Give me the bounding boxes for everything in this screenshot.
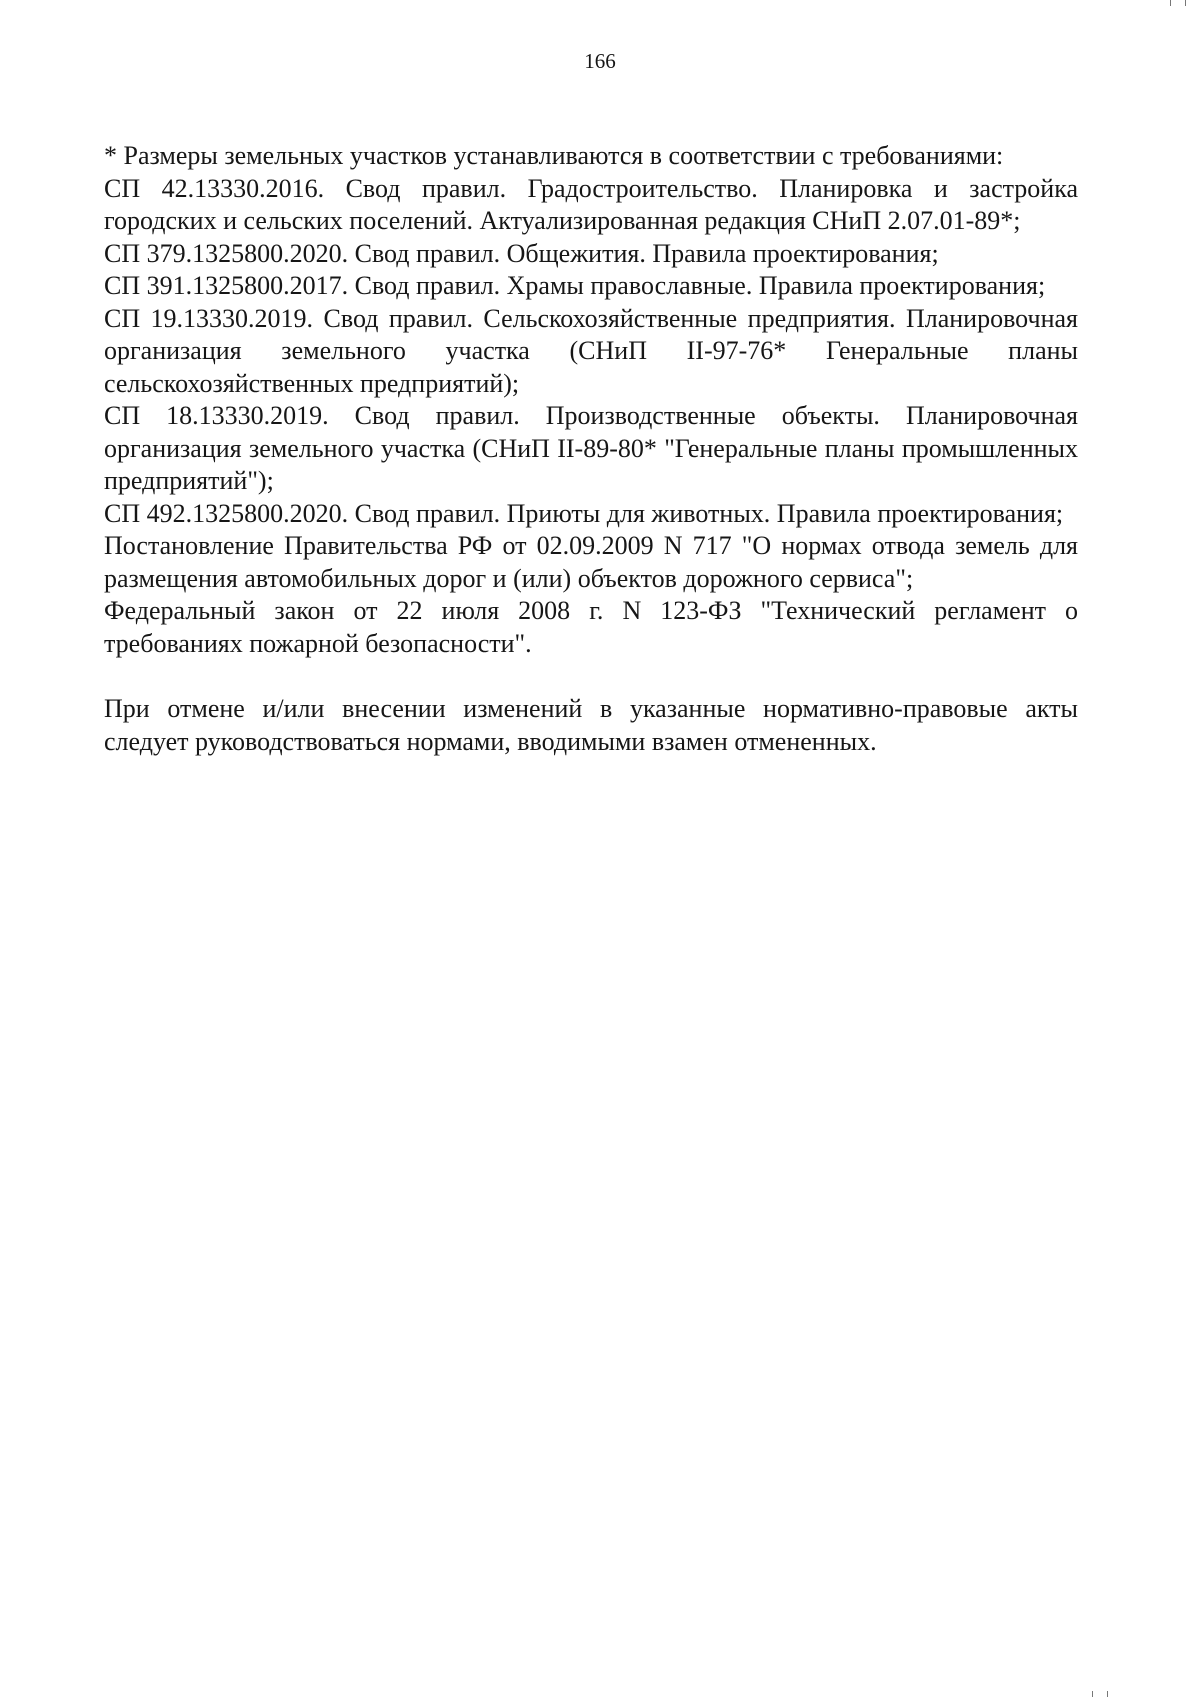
page-number: 166 — [584, 49, 616, 73]
regulation-item-government-resolution: Постановление Правительства РФ от 02.09.2009 N 717 "О нормах отвода земель для размещения автомобильных дорог и (или) объектов дорожного сервиса"; — [104, 531, 1078, 593]
regulation-item-sp-379: СП 379.1325800.2020. Свод правил. Общежития. Правила проектирования; — [104, 238, 939, 268]
closing-paragraph: При отмене и/или внесении изменений в указанные нормативно-правовые акты следует руководствоваться нормами, вводимыми взамен отмененных. — [104, 694, 1078, 756]
scan-edge-mark — [1092, 1691, 1108, 1697]
regulation-item-sp-42: СП 42.13330.2016. Свод правил. Градостроительство. Планировка и застройка городских и сельских поселений. Актуализированная редакция СНиП 2.07.01-89*; — [104, 173, 1078, 235]
regulation-item-sp-492: СП 492.1325800.2020. Свод правил. Приюты для животных. Правила проектирования; — [104, 498, 1064, 528]
document-body — [104, 140, 1078, 758]
scan-edge-mark — [1170, 0, 1186, 6]
regulation-item-sp-19: СП 19.13330.2019. Свод правил. Сельскохозяйственные предприятия. Планировочная организация земельного участка (СНиП II-97-76* Генеральные планы сельскохозяйственных предприятий); — [104, 303, 1078, 398]
regulation-item-sp-18: СП 18.13330.2019. Свод правил. Производственные объекты. Планировочная организация земельного участка (СНиП II-89-80* "Генеральные планы промышленных предприятий"); — [104, 401, 1078, 495]
note-intro: * Размеры земельных участков устанавливаются в соответствии с требованиями: — [104, 141, 1004, 170]
regulation-item-sp-391: СП 391.1325800.2017. Свод правил. Храмы православные. Правила проектирования; — [104, 271, 1046, 300]
regulation-item-federal-law: Федеральный закон от 22 июля 2008 г. N 123-ФЗ "Технический регламент о требованиях пожарной безопасности". — [104, 596, 1078, 658]
